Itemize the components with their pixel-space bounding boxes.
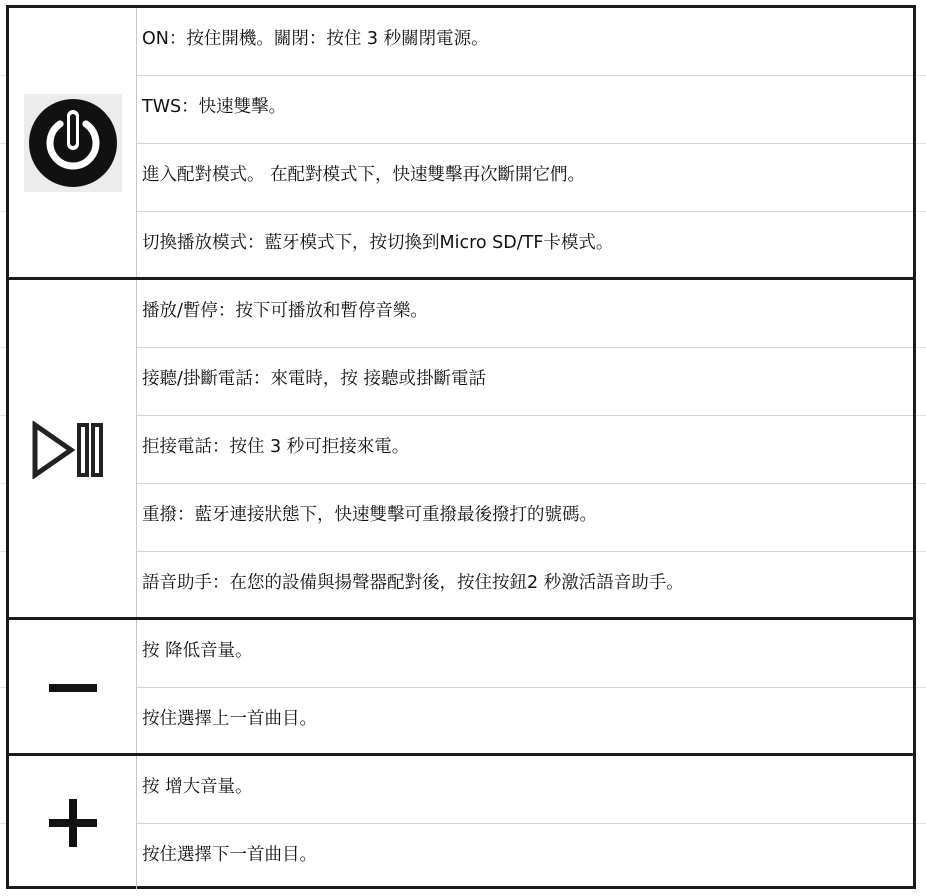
minus-icon	[47, 681, 99, 695]
function-row: ON：按住開機。關閉：按住 3 秒關閉電源。	[142, 29, 489, 49]
function-row: 重撥：藍牙連接狀態下，快速雙擊可重撥最後撥打的號碼。	[137, 483, 913, 551]
function-list	[137, 280, 913, 620]
play-pause-icon	[31, 421, 115, 479]
function-list	[137, 620, 913, 756]
function-row: 切換播放模式：藍牙模式下，按切換到Micro SD/TF卡模式。	[137, 211, 913, 279]
volume-up-button-group	[9, 753, 913, 889]
function-row: 進入配對模式。 在配對模式下，快速雙擊再次斷開它們。	[137, 143, 913, 211]
power-button-group	[9, 8, 913, 277]
button-function-table	[6, 5, 916, 889]
power-icon	[24, 94, 122, 192]
function-row: 按住選擇下一首曲目。	[137, 823, 913, 891]
function-row: 接聽/掛斷電話：來電時，按 接聽或掛斷電話	[137, 347, 913, 415]
function-row: 播放/暫停：按下可播放和暫停音樂。	[142, 301, 428, 321]
function-row: 語音助手：在您的設備與揚聲器配對後，按住按鈕2 秒激活語音助手。	[137, 551, 913, 619]
function-row: 按 降低音量。	[142, 641, 253, 661]
icon-cell	[9, 8, 137, 277]
volume-down-button-group	[9, 617, 913, 756]
function-row: 拒接電話：按住 3 秒可拒接來電。	[137, 415, 913, 483]
play-pause-button-group	[9, 277, 913, 620]
icon-cell	[9, 280, 137, 620]
function-list	[137, 8, 913, 277]
plus-icon	[47, 797, 99, 849]
function-row: 按住選擇上一首曲目。	[137, 687, 913, 755]
icon-cell	[9, 756, 137, 889]
icon-cell	[9, 620, 137, 756]
function-row: TWS：快速雙擊。	[137, 75, 913, 143]
function-list	[137, 756, 913, 889]
function-row: 按 增大音量。	[142, 777, 253, 797]
